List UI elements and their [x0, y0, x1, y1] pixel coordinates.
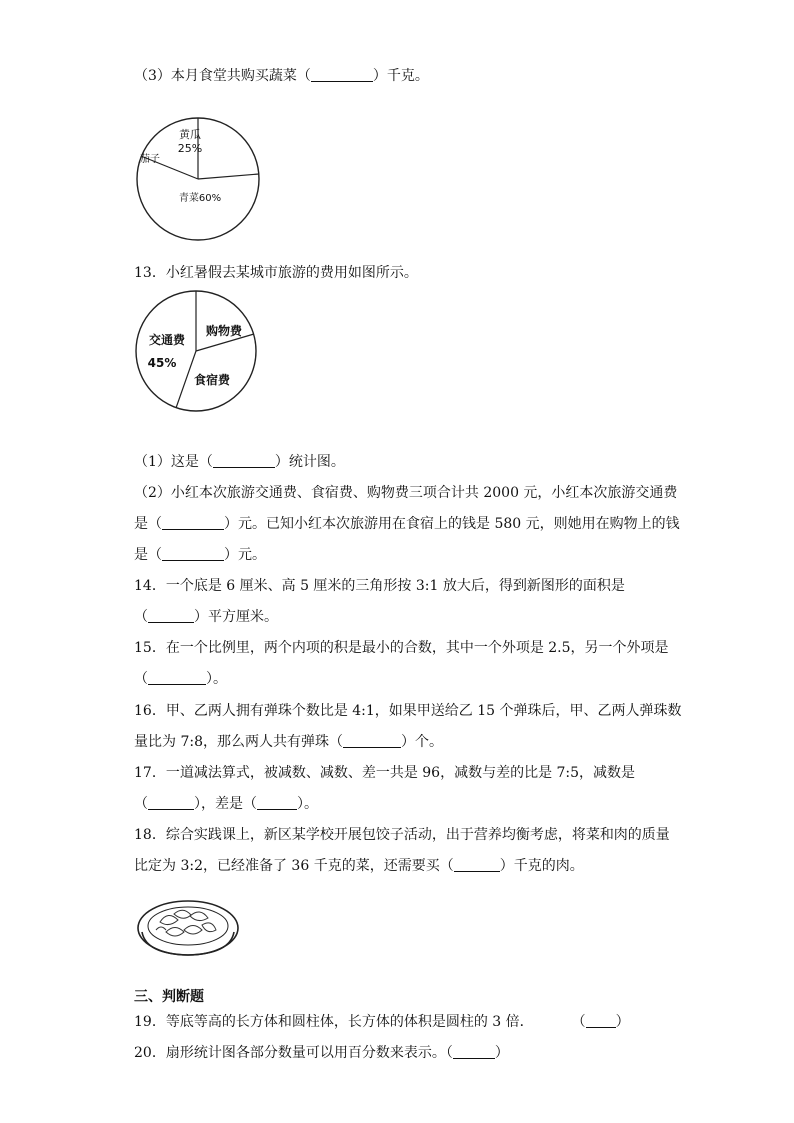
answer-blank-difference[interactable]: [257, 795, 297, 810]
q18-line1: 18．综合实践课上，新区某学校开展包饺子活动，出于营养均衡考虑，将菜和肉的质量: [134, 827, 670, 843]
q14-line2: [134, 608, 278, 626]
q14-text: （: [134, 609, 148, 625]
q20: [134, 1044, 509, 1062]
vegetable-pie-chart: [134, 116, 264, 246]
slice-label-eggplant: 茄子: [140, 154, 160, 165]
answer-blank[interactable]: [148, 670, 206, 685]
q19-bracket-close: ）: [615, 1014, 630, 1030]
answer-blank[interactable]: [343, 733, 401, 748]
q12-part3: [134, 67, 429, 85]
slice-value-cucumber: 25%: [177, 142, 203, 155]
q13-part2-text: 是（: [134, 547, 162, 563]
q18-text: 比定为 3:2，已经准备了 36 千克的菜，还需要买（: [134, 858, 454, 874]
q19-bracket-open: （: [571, 1014, 586, 1030]
slice-label-traffic: 交通费: [148, 333, 186, 347]
q16-line2: [134, 733, 443, 751]
q19-text: 19．等底等高的长方体和圆柱体，长方体的体积是圆柱的 3 倍．: [134, 1014, 534, 1030]
q20-text: 20．扇形统计图各部分数量可以用百分数来表示。（: [134, 1045, 453, 1061]
q16-text: 量比为 7:8，那么两人共有弹珠（: [134, 734, 343, 750]
q13-part1-text-end: ）统计图。: [274, 454, 345, 470]
slice-label-lodging: 食宿费: [193, 373, 231, 387]
q13-part2-text: 是（: [134, 516, 162, 532]
q14-text-end: ）平方厘米。: [194, 609, 278, 625]
q19: [134, 1013, 630, 1031]
slice-label-cucumber: 黄瓜: [179, 128, 201, 141]
q15-text-end: ）。: [206, 671, 227, 687]
q13-part2-text-cont: ）元。已知小红本次旅游用在食宿上的钱是 580 元，则她用在购物上的钱: [224, 516, 680, 532]
q14-line1: 14．一个底是 6 厘米、高 5 厘米的三角形按 3:1 放大后，得到新图形的面积是: [134, 578, 625, 594]
q18-text-end: ）千克的肉。: [499, 858, 584, 874]
travel-cost-pie-chart: [134, 290, 258, 414]
q15-text: （: [134, 671, 148, 687]
slice-label-greens: 青菜60%: [178, 193, 222, 204]
q12-part3-text-end: ）千克。: [372, 68, 429, 84]
answer-blank-traffic[interactable]: [162, 515, 224, 530]
q13-part1: [134, 453, 345, 471]
slice-label-shopping: 购物费: [205, 324, 243, 338]
answer-blank[interactable]: [213, 453, 275, 468]
q16-line1: 16．甲、乙两人拥有弹珠个数比是 4:1，如果甲送给乙 15 个弹珠后，甲、乙两人弹珠数: [134, 703, 682, 719]
q17-line2: [134, 795, 318, 813]
answer-blank[interactable]: [586, 1013, 616, 1028]
q13-stem: 13．小红暑假去某城市旅游的费用如图所示。: [134, 265, 418, 281]
q17-text-end: ）。: [297, 796, 318, 812]
q12-part3-text: （3）本月食堂共购买蔬菜（: [134, 68, 311, 84]
q15-line2: [134, 670, 227, 688]
answer-blank[interactable]: [148, 608, 194, 623]
q13-part2-line3: [134, 546, 266, 564]
q17-line1: 17．一道减法算式，被减数、减数、差一共是 96，减数与差的比是 7:5，减数是: [134, 765, 636, 781]
q20-text-end: ）: [494, 1045, 509, 1061]
q13-part2-text-end: ）元。: [224, 547, 266, 563]
answer-blank[interactable]: [311, 67, 373, 82]
section-title-judgment: 三、判断题: [134, 989, 204, 1005]
dumplings-plate-illustration: [136, 892, 242, 958]
slice-value-traffic: 45%: [147, 356, 177, 370]
answer-blank-subtrahend[interactable]: [148, 795, 194, 810]
q13-part2-line2: [134, 515, 680, 533]
answer-blank[interactable]: [453, 1044, 495, 1059]
q13-part1-text: （1）这是（: [134, 454, 213, 470]
answer-blank-shopping[interactable]: [162, 546, 224, 561]
q18-line2: [134, 857, 584, 875]
q16-text-end: ）个。: [400, 734, 443, 750]
answer-blank[interactable]: [454, 857, 500, 872]
q17-text: （: [134, 796, 148, 812]
q13-part2-line1: （2）小红本次旅游交通费、食宿费、购物费三项合计共 2000 元，小红本次旅游交通费: [134, 485, 678, 501]
q15-line1: 15．在一个比例里，两个内项的积是最小的合数，其中一个外项是 2.5，另一个外项是: [134, 640, 669, 656]
q17-text-mid: ），差是（: [194, 796, 257, 812]
